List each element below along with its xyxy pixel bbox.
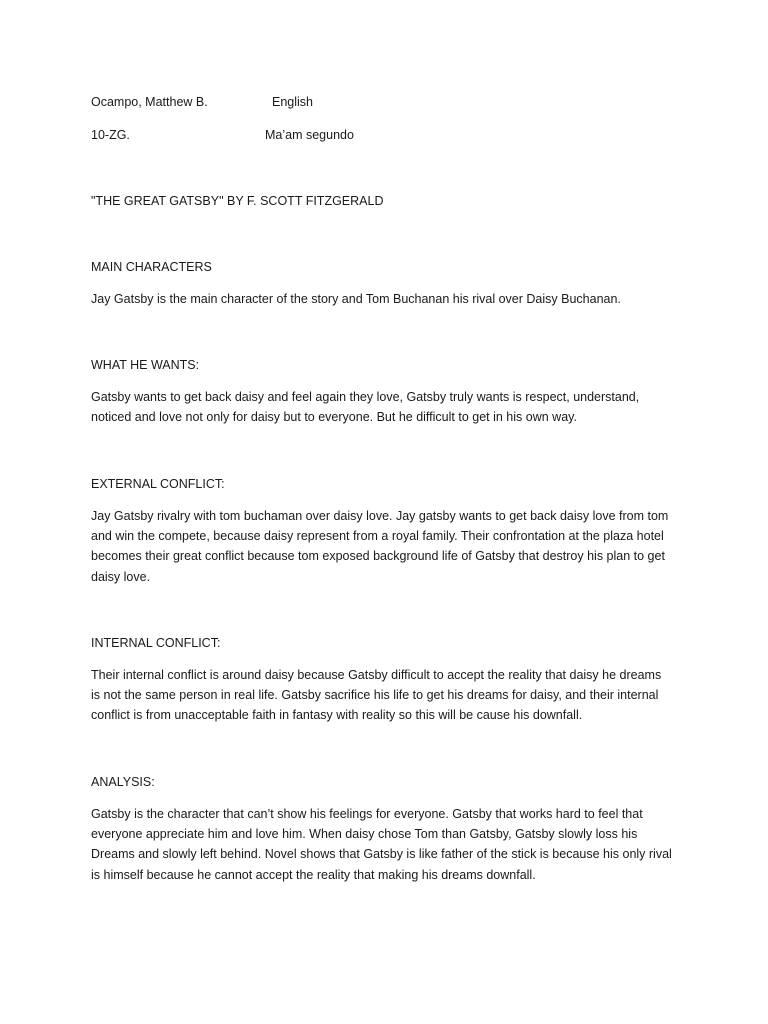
- body-line: becomes their great conflict because tom exposed background life of Gatsby that destroy his plan to get: [91, 549, 665, 564]
- section-body-internal-conflict: [91, 665, 691, 726]
- body-line: noticed and love not only for daisy but to everyone. But he difficult to get in his own way.: [91, 410, 577, 425]
- body-line: is not the same person in real life. Gatsby sacrifice his life to get his dreams for daisy, and their internal: [91, 688, 659, 703]
- document-title: "THE GREAT GATSBY" BY F. SCOTT FITZGERALD: [91, 194, 384, 208]
- body-line: is himself because he cannot accept the reality that making his dreams downfall.: [91, 867, 536, 882]
- body-line: Jay Gatsby rivalry with tom buchaman over daisy love. Jay gatsby wants to get back daisy love from tom: [91, 509, 669, 523]
- section-heading-analysis: ANALYSIS:: [91, 775, 155, 789]
- body-line: daisy love.: [91, 569, 151, 584]
- body-line: conflict is from unacceptable faith in fantasy with reality so this will be cause his downfall.: [91, 708, 583, 723]
- subject: English: [272, 95, 313, 109]
- section-body-what-he-wants: [91, 387, 691, 427]
- section-heading-main-characters: MAIN CHARACTERS: [91, 260, 212, 274]
- section-body-external-conflict: [91, 506, 691, 587]
- body-line: Dreams and slowly left behind. Novel shows that Gatsby is like father of the stick is because his only rival: [91, 847, 672, 862]
- body-line: and win the compete, because daisy represent from a royal family. Their confrontation at the plaza hotel: [91, 529, 664, 544]
- student-name: Ocampo, Matthew B.: [91, 95, 208, 109]
- section-body-analysis: [91, 804, 691, 885]
- teacher: Ma’am segundo: [265, 128, 354, 142]
- section-heading-what-he-wants: WHAT HE WANTS:: [91, 358, 200, 372]
- section: 10-ZG.: [91, 128, 130, 142]
- section-heading-external-conflict: EXTERNAL CONFLICT:: [91, 477, 225, 491]
- body-line: Jay Gatsby is the main character of the story and Tom Buchanan his rival over Daisy Buchanan.: [91, 292, 621, 306]
- body-line: everyone appreciate him and love him. When daisy chose Tom than Gatsby, Gatsby slowly loss his: [91, 827, 638, 842]
- section-heading-internal-conflict: INTERNAL CONFLICT:: [91, 636, 221, 650]
- body-line: Gatsby is the character that can’t show his feelings for everyone. Gatsby that works hard to feel that: [91, 807, 643, 821]
- body-line: Their internal conflict is around daisy because Gatsby difficult to accept the reality that daisy he dreams: [91, 668, 662, 682]
- body-line: Gatsby wants to get back daisy and feel again they love, Gatsby truly wants is respect, understand,: [91, 390, 640, 404]
- section-body-main-characters: [91, 289, 691, 309]
